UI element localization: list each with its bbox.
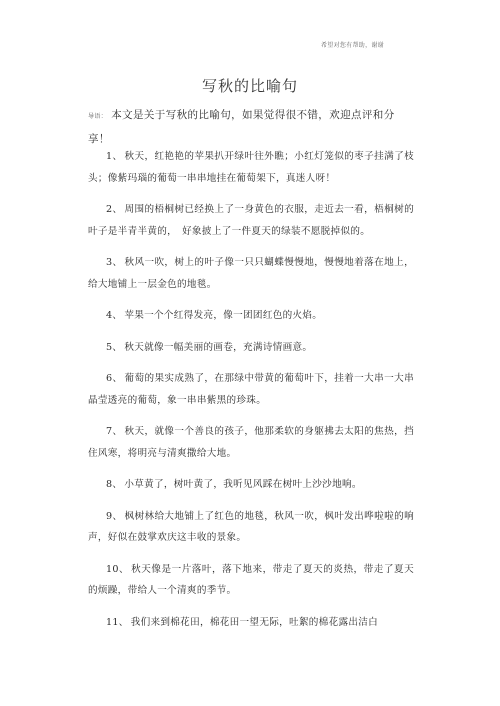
paragraph-2 [88, 199, 414, 242]
paragraph-text: 葡萄的果实成熟了，在那绿中带黄的葡萄叶下，挂着一大串一大串晶莹透亮的葡萄，象一串串紫黑的珍珠。 [88, 373, 414, 406]
paragraph-7 [88, 421, 414, 464]
paragraph-11 [88, 612, 414, 634]
paragraph-4 [88, 305, 414, 327]
content-body [88, 146, 414, 643]
paragraph-1 [88, 146, 414, 189]
paragraph-8 [88, 474, 414, 496]
paragraph-text: 小草黄了，树叶黄了，我听见风踩在树叶上沙沙地响。 [124, 479, 362, 490]
paragraph-text: 秋天像是一片落叶，落下地来，带走了夏天的炎热，带走了夏天的烦躁，带给人一个清爽的季节。 [88, 563, 414, 596]
intro-paragraph [88, 104, 414, 150]
paragraph-text: 周围的梧桐树已经换上了一身黄色的衣服，走近去一看，梧桐树的叶子是半青半黄的， 好象披上了一件夏天的绿装不愿脱掉似的。 [88, 204, 414, 237]
paragraph-number: 9、 [106, 510, 123, 522]
paragraph-text: 秋风一吹，树上的叶子像一只只蝴蝶慢慢地，慢慢地着落在地上，给大地铺上一层金色的地毯。 [88, 257, 414, 290]
paragraph-number: 8、 [106, 479, 123, 490]
page-title: 写秋的比喻句 [201, 77, 298, 95]
paragraph-5 [88, 337, 414, 359]
paragraph-number: 1、 [106, 151, 123, 162]
paragraph-number: 10、 [106, 563, 130, 575]
paragraph-number: 11、 [106, 616, 129, 628]
paragraph-text: 苹果一个个红得发亮，像一团团红色的火焰。 [124, 310, 323, 321]
paragraph-number: 7、 [106, 426, 123, 437]
paragraph-6 [88, 368, 414, 411]
intro-text: 本文是关于写秋的比喻句，如果觉得很不错，欢迎点评和分享！ [88, 109, 395, 145]
paragraph-text: 秋天，红艳艳的苹果扒开绿叶往外瞧；小红灯笼似的枣子挂满了枝头；像紫玛瑙的葡萄一串串地挂在葡萄架下，真迷人呀！ [88, 151, 414, 184]
paragraph-text: 秋天，就像一个善良的孩子，他那柔软的身躯拂去太阳的焦热，挡住风寒，将明亮与清爽撒给大地。 [88, 426, 414, 459]
paragraph-number: 6、 [106, 373, 123, 384]
paragraph-3 [88, 252, 414, 295]
paragraph-text: 秋天就像一幅美丽的画卷，充满诗情画意。 [124, 341, 313, 353]
paragraph-9 [88, 506, 414, 549]
paragraph-number: 3、 [106, 257, 123, 268]
paragraph-number: 4、 [106, 310, 123, 321]
intro-label: 导语： [88, 113, 108, 120]
paragraph-number: 5、 [106, 341, 123, 353]
paragraph-text: 枫树林给大地铺上了红色的地毯，秋风一吹，枫叶发出哗啦啦的响声，好似在鼓掌欢庆这丰收的景象。 [88, 510, 414, 543]
paragraph-text: 我们来到棉花田，棉花田一望无际，吐絮的棉花露出洁白 [130, 616, 379, 628]
paragraph-number: 2、 [106, 204, 123, 215]
paragraph-10 [88, 559, 414, 602]
header-note: 希望对您有帮助，谢谢 [320, 42, 384, 49]
